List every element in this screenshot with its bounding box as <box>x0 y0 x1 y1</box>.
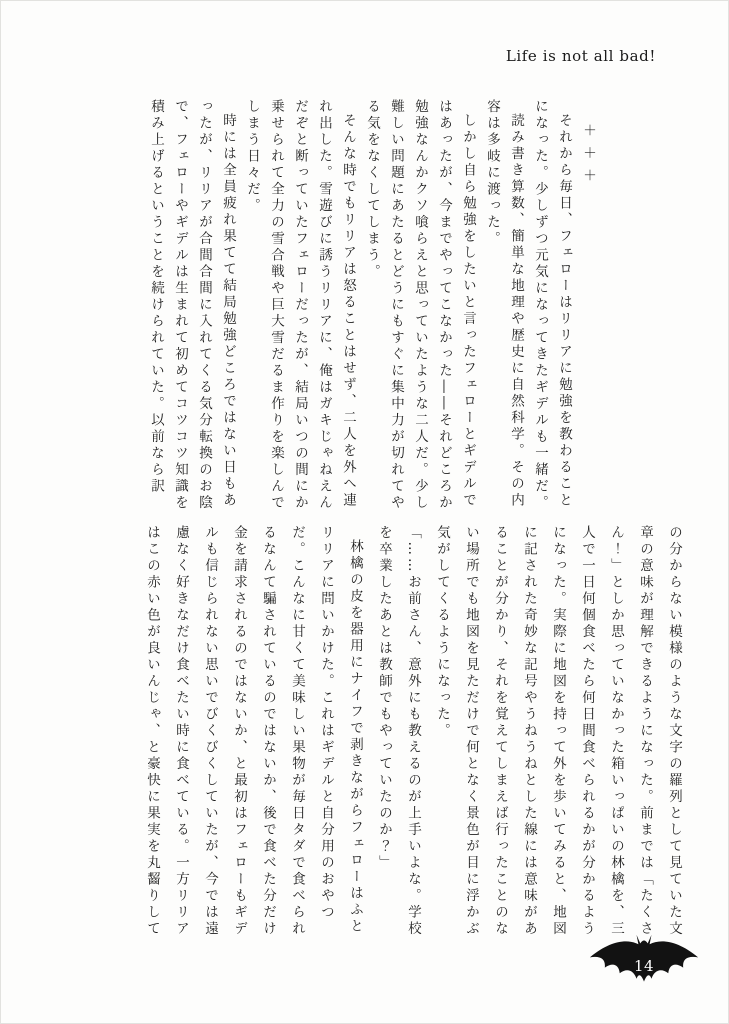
top-text-block <box>144 99 600 519</box>
paragraph: 読み書き算数、簡単な地理や歴史に自然科学。その内容は多岐に渡った。 <box>484 99 524 509</box>
page-number: 14 <box>633 956 655 975</box>
page-number-ornament <box>588 931 700 993</box>
paragraph: の分からない模様のような文字の羅列として見ていた文章の意味が理解できるようになった。前までは「たくさん！」としか思っていなかった箱いっぱいの林檎を、三人で一日何個食べたら何日間食べられるかが分かるようになった。実際に地図を持って外を歩いてみると、地図に記された奇妙な記号やうねうねとした線には意味があることが分かり、それを覚えてしまえば行ったことのない場所でも地図を見ただけで何となく景色が目に浮かぶ気がしてくるようになった。 <box>434 525 682 938</box>
bottom-text-block <box>137 525 688 945</box>
paragraph: それから毎日、フェローはリリアに勉強を教わることになった。少しずつ元気になってきたギデルも一緒だ。 <box>532 99 572 512</box>
paragraph: 時には全員疲れ果てて結局勉強どころではない日もあったが、リリアが合間合間に入れてくる気分転換のお陰で、フェローやギデルは生まれて初めてコツコツ知識を積み上げるということを続けられていた。以前なら訳 <box>148 99 236 512</box>
paragraph: そんな時でもリリアは怒ることはせず、二人を外へ連れ出した。雪遊びに誘うリリアに、俺はガキじゃねえんだぞと断っていたフェローだったが、結局いつの間にか乗せられて全力の雪合戦や巨大雪だるま作りを楽しんでしまう日々だ。 <box>244 99 356 512</box>
paragraph: 「……お前さん、意外にも教えるのが上手いよな。学校を卒業したあとは教師でもやっていたのか？」 <box>376 525 421 938</box>
paragraph: しかし自ら勉強をしたいと言ったフェローとギデルではあったが、今までやってこなかった――それどころか勉強なんかクソ喰らえと思っていたような二人だ。少し難しい問題にあたるとどうにもすぐに集中力が切れてやる気をなくしてしまう。 <box>364 99 476 512</box>
running-header-title: Life is not all bad! <box>505 47 656 65</box>
section-separator: ＋＋＋ <box>580 123 596 191</box>
paragraph: 林檎の皮を器用にナイフで剥きながらフェローはふとリリアに問いかけた。これはギデルと自分用のおやつだ。こんなに甘くて美味しい果物が毎日タダで食べられるなんて騙されているのではないか、後で食べた分だけ金を請求されるのではないか、と最初はフェローもギデルも信じられない思いでびくびくしていたが、今では遠慮なく好きなだけ食べたい時に食べている。一方リリアはこの赤い色が良いんじゃ、と豪快に果実を丸齧りして <box>144 525 363 938</box>
